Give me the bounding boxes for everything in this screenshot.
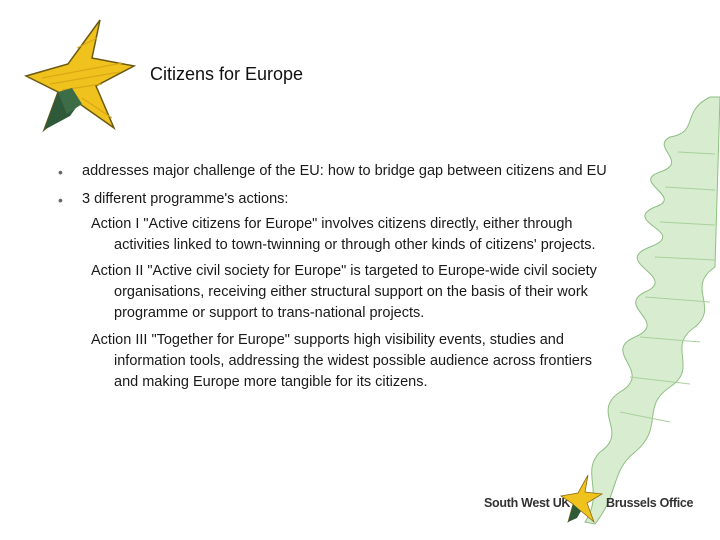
action-paragraph bbox=[91, 261, 661, 324]
action-line: activities linked to town-twinning or through other kinds of citizens' projects. bbox=[114, 237, 596, 253]
bullet-glyph: • bbox=[58, 164, 63, 180]
bullet-text: addresses major challenge of the EU: how to bridge gap between citizens and EU bbox=[82, 163, 607, 179]
logo-text-left: South West UK bbox=[484, 496, 571, 510]
action-line: Action II "Active civil society for Europe" is targeted to Europe-wide civil society bbox=[91, 263, 597, 279]
action-line: Action I "Active citizens for Europe" involves citizens directly, either through bbox=[91, 216, 573, 232]
action-line: organisations, receiving either structural support on the basis of their work bbox=[114, 284, 588, 300]
star-logo-icon bbox=[22, 18, 140, 133]
logo-text-right: Brussels Office bbox=[606, 496, 694, 510]
action-paragraph bbox=[91, 330, 661, 393]
action-line: Action III "Together for Europe" supports high visibility events, studies and bbox=[91, 332, 564, 348]
bullet-glyph: • bbox=[58, 192, 63, 208]
action-line: programme or support to trans-national projects. bbox=[114, 305, 425, 321]
slide-title: Citizens for Europe bbox=[150, 64, 304, 84]
logo-star-icon bbox=[560, 474, 604, 524]
action-line: information tools, addressing the widest possible audience across frontiers bbox=[114, 353, 592, 369]
action-paragraph bbox=[91, 214, 661, 256]
bullet-text: 3 different programme's actions: bbox=[82, 191, 289, 207]
action-line: and making Europe more tangible for its citizens. bbox=[114, 374, 428, 390]
